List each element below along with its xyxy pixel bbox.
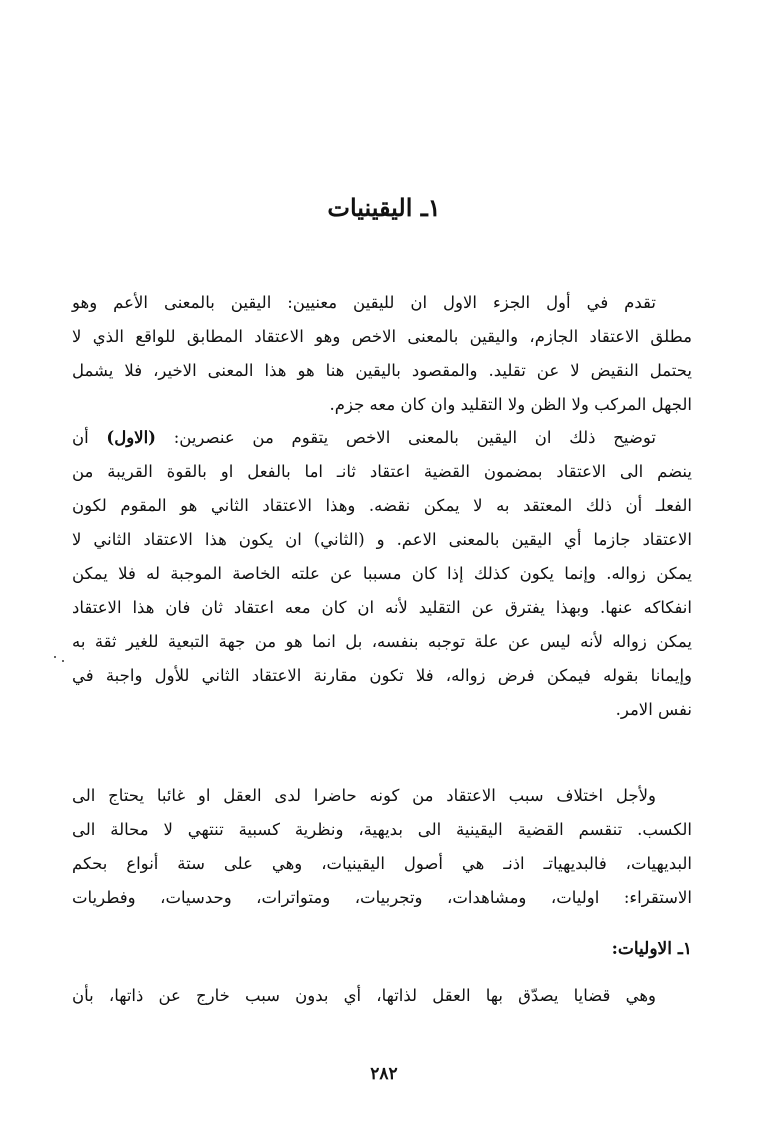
paragraph-1 <box>72 286 692 422</box>
paragraph-line: ولأجل اختلاف سبب الاعتقاد من كونه حاضرا لدى العقل او غائبا يحتاج الى <box>72 786 656 805</box>
paragraph-2 <box>72 421 692 727</box>
paragraph-line: يمكن زواله. وإنما يكون كذلك إذا كان مسببا عن علته الخاصة الموجبة له فلا يمكن <box>72 564 692 583</box>
scan-speck <box>62 660 64 662</box>
paragraph-line: انفكاكه عنها. وبهذا يفترق عن التقليد لأنه ان كان معه اعتقاد ثان فان هذا الاعتقاد <box>72 598 692 617</box>
paragraph-line: تقدم في أول الجزء الاول ان لليقين معنيين: اليقين بالمعنى الأعم وهو <box>72 293 656 312</box>
paragraph-line: وهي قضايا يصدّق بها العقل لذاتها، أي بدون سبب خارج عن ذاتها، بأن <box>72 986 656 1005</box>
paragraph-line: مطلق الاعتقاد الجازم، واليقين بالمعنى الاخص وهو الاعتقاد المطابق للواقع الذي لا <box>72 327 692 346</box>
bold-phrase: (الاول) <box>106 428 156 447</box>
paragraph-line: الاعتقاد جازما أي اليقين بالمعنى الاعم. و (الثاني) ان يكون هذا الاعتقاد الثاني لا <box>72 530 692 549</box>
paragraph-4 <box>72 979 692 1013</box>
paragraph-line: الفعلـ أن ذلك المعتقد به لا يمكن نقضه. وهذا الاعتقاد الثاني هو المقوم لكون <box>72 496 692 515</box>
section-title: ١ـ اليقينيات <box>327 193 441 222</box>
paragraph-line: الكسب. تنقسم القضية اليقينية الى بديهية، ونظرية كسبية تنتهي لا محالة الى <box>72 820 692 839</box>
sub-heading: ١ـ الاوليات: <box>611 939 692 959</box>
paragraph-line: يحتمل النقيض لا عن تقليد. والمقصود باليقين هنا هو هذا المعنى الاخير، فلا يشمل <box>72 361 692 380</box>
paragraph-line-with-bold: توضيح ذلك ان اليقين بالمعنى الاخص يتقوم من عنصرين: (الاول) أن <box>72 428 656 447</box>
page-number: ٢٨٢ <box>370 1064 398 1084</box>
paragraph-line: يمكن زواله لأنه ليس عن علة توجبه بنفسه، بل انما هو من جهة التبعية للغير ثقة به <box>72 632 692 651</box>
paragraph-line: نفس الامر. <box>615 700 692 719</box>
paragraph-line: الجهل المركب ولا الظن ولا التقليد وان كان معه جزم. <box>329 395 692 414</box>
scan-speck <box>54 656 56 658</box>
paragraph-line: وإيمانا بقوله فيمكن فرض زواله، فلا تكون مقارنة الاعتقاد الثاني للأول واجبة في <box>72 666 692 685</box>
paragraph-3 <box>72 779 692 915</box>
paragraph-line: الاستقراء: اوليات، ومشاهدات، وتجربيات، ومتواترات، وحدسيات، وفطريات <box>72 888 692 907</box>
paragraph-line: ينضم الى الاعتقاد بمضمون القضية اعتقاد ثانـ اما بالفعل او بالقوة القريبة من <box>72 462 692 481</box>
paragraph-line: البديهيات، فالبديهياتـ اذنـ هي أصول اليقينيات، وهي على ستة أنواع بحكم <box>72 854 692 873</box>
